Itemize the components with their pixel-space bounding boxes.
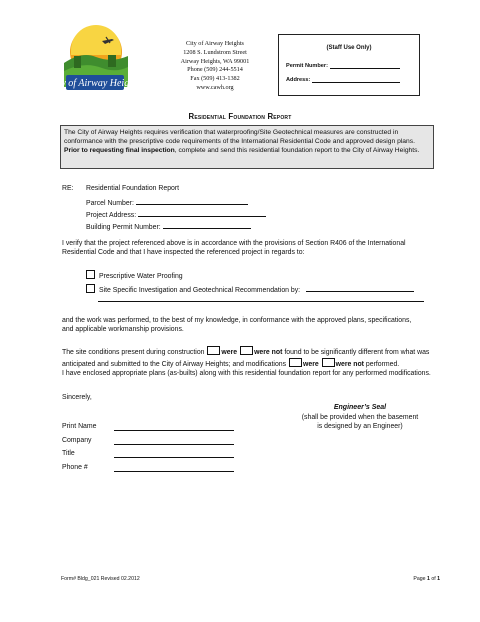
modifications-were-not: were not: [335, 360, 364, 368]
parcel-row: [86, 197, 248, 209]
city-line: Fax (509) 413-1382: [190, 75, 240, 83]
staff-use-box: [278, 34, 420, 96]
parcel-field[interactable]: [136, 197, 248, 205]
address-row: [286, 76, 400, 83]
engineer-seal-note: [290, 414, 430, 432]
geotechnical-label: Site Specific Investigation and Geotechnical Recommendation by:: [99, 287, 301, 294]
waterproofing-checkbox[interactable]: [86, 270, 95, 279]
modifications-were-not-checkbox[interactable]: [322, 358, 335, 367]
page-of: of: [431, 576, 436, 582]
engineer-seal-title: Engineer’s Seal: [333, 404, 387, 411]
conditions-part2: found to be significantly different from what was anticipated and submitted to the City of Airway Heights; and modifications: [62, 349, 430, 368]
report-title: Residential Foundation Report: [188, 112, 292, 121]
geotechnical-by-field[interactable]: [306, 284, 414, 292]
conditions-were-not-checkbox[interactable]: [240, 346, 253, 355]
city-contact-block: [150, 40, 280, 93]
building-permit-row: [86, 221, 251, 233]
project-address-row: [86, 209, 266, 221]
verify-text: I verify that the project referenced above is in accordance with the provisions of Section R406 of the International Residential Code and that I have inspected the referenced project in regards to:: [62, 240, 406, 256]
option-waterproofing: [86, 270, 183, 282]
seal-note-line2: is designed by an Engineer): [317, 422, 403, 430]
conditions-text: [62, 346, 434, 379]
city-line: Airway Heights, WA 99001: [180, 57, 250, 65]
intro-text-b: , complete and send this residential foundation report to the City of Airway Heights.: [174, 146, 420, 154]
staff-use-title: (Staff Use Only): [326, 45, 372, 51]
city-line: www.cawh.org: [196, 83, 234, 91]
geotechnical-extra-line[interactable]: [98, 301, 424, 302]
phone-field[interactable]: [114, 471, 234, 472]
building-permit-label: Building Permit Number:: [86, 224, 161, 231]
geotechnical-checkbox[interactable]: [86, 284, 95, 293]
waterproofing-label: Prescriptive Water Proofing: [99, 273, 183, 280]
company-field[interactable]: [114, 444, 234, 445]
seal-note-line1: (shall be provided when the basement: [301, 414, 419, 421]
conditions-line2: I have enclosed appropriate plans (as-builts) along with this residential foundation report for any performed modifications.: [62, 369, 431, 377]
page-prefix: Page: [413, 576, 426, 582]
title-label: Title: [62, 450, 75, 457]
city-line: City of Airway Heights: [186, 40, 244, 47]
building-permit-field[interactable]: [163, 221, 251, 229]
company-label: Company: [62, 437, 92, 444]
address-field[interactable]: [312, 76, 400, 83]
parcel-label: Parcel Number:: [86, 200, 134, 207]
intro-text-a: The City of Airway Heights requires verification that waterproofing/Site Geotechnical measures are constructed in conformance with the prescriptive code requirements of the International Residential Code and approved design plans.: [64, 129, 415, 145]
form-number: Form# Bldg_021 Revised 02.2012: [61, 576, 140, 582]
city-line: Phone (509) 244-5514: [187, 66, 243, 74]
sincerely: Sincerely,: [62, 394, 92, 401]
title-field[interactable]: [114, 457, 234, 458]
re-label: RE:: [62, 185, 74, 192]
page-number: [380, 576, 440, 582]
conditions-were-checkbox[interactable]: [207, 346, 220, 355]
city-logo: [49, 25, 141, 95]
permit-number-row: [286, 62, 400, 69]
intro-text-bold: Prior to requesting final inspection: [64, 146, 175, 154]
modifications-were: were: [303, 360, 319, 368]
option-geotechnical: [86, 284, 414, 296]
page-current: 1: [426, 576, 430, 582]
intro-box: [60, 125, 434, 169]
city-line: 1208 S. Lundstrom Street: [183, 48, 247, 56]
permit-number-label: Permit Number:: [286, 63, 328, 69]
permit-number-field[interactable]: [330, 62, 400, 69]
print-name-label: Print Name: [62, 423, 97, 430]
phone-label: Phone #: [62, 464, 88, 471]
re-subject: Residential Foundation Report: [86, 185, 180, 192]
logo-text: City of Airway Heights: [49, 78, 141, 89]
page-total: 1: [437, 576, 440, 582]
conditions-part3: performed.: [365, 360, 400, 368]
print-name-field[interactable]: [114, 430, 234, 431]
work-text: and the work was performed, to the best of my knowledge, in conformance with the approved plans, specifications, and applicable workmanship provisions.: [62, 317, 412, 333]
conditions-part1: The site conditions present during construction: [62, 349, 205, 356]
conditions-were: were: [221, 349, 238, 356]
project-address-field[interactable]: [138, 209, 266, 217]
project-address-label: Project Address:: [86, 212, 137, 219]
conditions-were-not: were not: [254, 349, 283, 356]
address-label: Address:: [286, 77, 311, 83]
intro-text: [64, 129, 430, 156]
modifications-were-checkbox[interactable]: [289, 358, 302, 367]
